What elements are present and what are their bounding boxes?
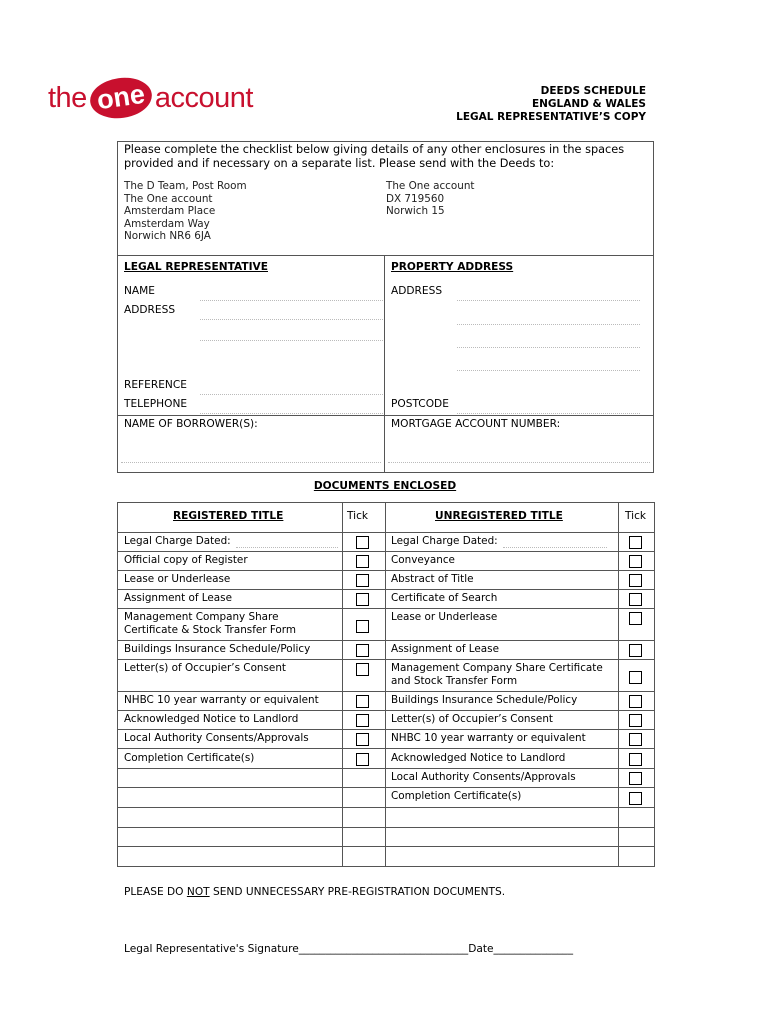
name-field[interactable]	[200, 300, 383, 301]
intro-text: Please complete the checklist below giving details of any other enclosures in the spaces provided and if necessary on a separate list. Please send with the Deeds to:	[124, 143, 625, 170]
divider	[118, 255, 653, 256]
list-item: NHBC 10 year warranty or equivalent	[391, 732, 586, 744]
row-divider	[118, 551, 654, 552]
borrowers-label: NAME OF BORROWER(S):	[124, 418, 258, 430]
row-divider	[118, 729, 654, 730]
dx-address	[386, 180, 474, 218]
tick-checkbox[interactable]	[356, 644, 369, 657]
list-item: Acknowledged Notice to Landlord	[391, 752, 566, 764]
tick-checkbox[interactable]	[356, 620, 369, 633]
list-item: Buildings Insurance Schedule/Policy	[124, 643, 311, 655]
list-item: Lease or Underlease	[391, 611, 498, 623]
tick-checkbox[interactable]	[356, 536, 369, 549]
tick-checkbox[interactable]	[629, 574, 642, 587]
logo-text-account: account	[154, 81, 253, 114]
row-divider	[118, 691, 654, 692]
list-item: Assignment of Lease	[124, 592, 232, 604]
row-divider	[118, 807, 654, 808]
reference-field[interactable]	[200, 394, 383, 395]
tick-checkbox[interactable]	[629, 772, 642, 785]
row-divider	[118, 659, 654, 660]
list-item: Assignment of Lease	[391, 643, 499, 655]
list-item: Legal Charge Dated:	[124, 535, 231, 547]
list-item: Buildings Insurance Schedule/Policy	[391, 694, 578, 706]
address-line: Amsterdam Place	[124, 205, 216, 218]
list-item: Completion Certificate(s)	[124, 752, 255, 764]
signature-label: Legal Representative's Signature	[124, 943, 299, 955]
name-label: NAME	[124, 285, 156, 297]
column-divider	[385, 503, 386, 866]
list-item: Completion Certificate(s)	[391, 790, 522, 802]
row-divider	[118, 846, 654, 847]
row-divider	[118, 570, 654, 571]
document-heading	[456, 85, 646, 124]
tick-checkbox[interactable]	[629, 612, 642, 625]
address-line: DX 719560	[386, 192, 445, 205]
note-text: SEND UNNECESSARY PRE-REGISTRATION DOCUMENTS.	[209, 886, 506, 898]
divider	[384, 255, 385, 472]
tick-header: Tick	[347, 510, 369, 522]
column-divider	[618, 503, 619, 866]
row-divider	[118, 608, 654, 609]
pre-registration-note	[124, 886, 505, 898]
list-item: Official copy of Register	[124, 554, 248, 566]
telephone-label: TELEPHONE	[124, 398, 188, 410]
signature-field[interactable]: ________________________________	[298, 943, 469, 955]
list-item: Acknowledged Notice to Landlord	[124, 713, 299, 725]
address-line: The D Team, Post Room	[124, 180, 247, 192]
heading-line-2: ENGLAND & WALES	[531, 98, 646, 110]
documents-enclosed-title: DOCUMENTS ENCLOSED	[313, 480, 457, 492]
list-item: Conveyance	[391, 554, 455, 566]
row-divider	[118, 787, 654, 788]
date-field[interactable]: _______________	[493, 943, 573, 955]
row-divider	[118, 532, 654, 533]
company-logo	[48, 72, 253, 124]
tick-checkbox[interactable]	[629, 644, 642, 657]
property-address-line-2[interactable]	[457, 324, 640, 325]
postcode-field[interactable]	[457, 413, 640, 414]
property-address-label: ADDRESS	[391, 285, 443, 297]
address-line: Amsterdam Way	[124, 217, 210, 230]
property-address-title: PROPERTY ADDRESS	[391, 261, 514, 273]
list-item: Abstract of Title	[391, 573, 474, 585]
list-item: Letter(s) of Occupier’s Consent	[391, 713, 553, 725]
list-item: Lease or Underlease	[124, 573, 231, 585]
tick-checkbox[interactable]	[629, 792, 642, 805]
address-label: ADDRESS	[124, 304, 176, 316]
tick-checkbox[interactable]	[356, 555, 369, 568]
legal-charge-date-field[interactable]	[503, 547, 607, 548]
list-item: NHBC 10 year warranty or equivalent	[124, 694, 319, 706]
tick-checkbox[interactable]	[356, 663, 369, 676]
heading-line-1: DEEDS SCHEDULE	[540, 85, 646, 97]
mortgage-number-field[interactable]	[388, 462, 650, 463]
address-line: Norwich NR6 6JA	[124, 230, 211, 243]
details-box	[117, 141, 654, 473]
unregistered-title-header: UNREGISTERED TITLE	[435, 510, 563, 522]
tick-checkbox[interactable]	[356, 574, 369, 587]
tick-checkbox[interactable]	[356, 593, 369, 606]
tick-header: Tick	[625, 510, 647, 522]
reference-label: REFERENCE	[124, 379, 187, 391]
row-divider	[118, 640, 654, 641]
tick-checkbox[interactable]	[629, 671, 642, 684]
row-divider	[118, 748, 654, 749]
tick-checkbox[interactable]	[356, 733, 369, 746]
row-divider	[118, 710, 654, 711]
row-divider	[118, 827, 654, 828]
postcode-label: POSTCODE	[391, 398, 449, 410]
address-field-line-2[interactable]	[200, 340, 383, 341]
property-address-line-1[interactable]	[457, 300, 640, 301]
registered-title-header: REGISTERED TITLE	[173, 510, 284, 522]
documents-table	[117, 502, 655, 867]
tick-checkbox[interactable]	[629, 593, 642, 606]
tick-checkbox[interactable]	[629, 695, 642, 708]
list-item: Legal Charge Dated:	[391, 535, 498, 547]
date-label: Date	[468, 943, 494, 955]
row-divider	[118, 589, 654, 590]
address-field-line-1[interactable]	[200, 319, 383, 320]
legal-rep-title: LEGAL REPRESENTATIVE	[124, 261, 268, 273]
divider	[118, 415, 653, 416]
list-item: Letter(s) of Occupier’s Consent	[124, 662, 286, 674]
list-item: Certificate of Search	[391, 592, 498, 604]
address-line: Norwich 15	[386, 205, 445, 218]
legal-charge-date-field[interactable]	[236, 547, 338, 548]
list-item: Local Authority Consents/Approvals	[124, 732, 309, 744]
postal-address	[124, 180, 247, 243]
tick-checkbox[interactable]	[629, 753, 642, 766]
tick-checkbox[interactable]	[356, 714, 369, 727]
tick-checkbox[interactable]	[356, 695, 369, 708]
note-emphasis: NOT	[186, 886, 210, 898]
property-address-line-4[interactable]	[457, 370, 640, 371]
signature-line	[124, 943, 573, 955]
address-line: The One account	[124, 192, 213, 205]
list-item: Management Company Share Certificate and Stock Transfer Form	[391, 662, 603, 687]
tick-checkbox[interactable]	[356, 753, 369, 766]
column-divider	[342, 503, 343, 866]
note-text: PLEASE DO	[124, 886, 187, 898]
list-item: Local Authority Consents/Approvals	[391, 771, 576, 783]
telephone-field[interactable]	[200, 413, 383, 414]
tick-checkbox[interactable]	[629, 714, 642, 727]
heading-line-3: LEGAL REPRESENTATIVE’S COPY	[456, 111, 646, 123]
logo-text-the: the	[48, 81, 87, 114]
mortgage-number-label: MORTGAGE ACCOUNT NUMBER:	[391, 418, 561, 430]
logo-text-one: one	[87, 74, 154, 122]
property-address-line-3[interactable]	[457, 347, 640, 348]
address-line: The One account	[386, 180, 475, 192]
row-divider	[118, 768, 654, 769]
tick-checkbox[interactable]	[629, 733, 642, 746]
list-item: Management Company Share Certificate & Stock Transfer Form	[124, 611, 296, 636]
borrowers-field[interactable]	[121, 462, 381, 463]
tick-checkbox[interactable]	[629, 555, 642, 568]
tick-checkbox[interactable]	[629, 536, 642, 549]
